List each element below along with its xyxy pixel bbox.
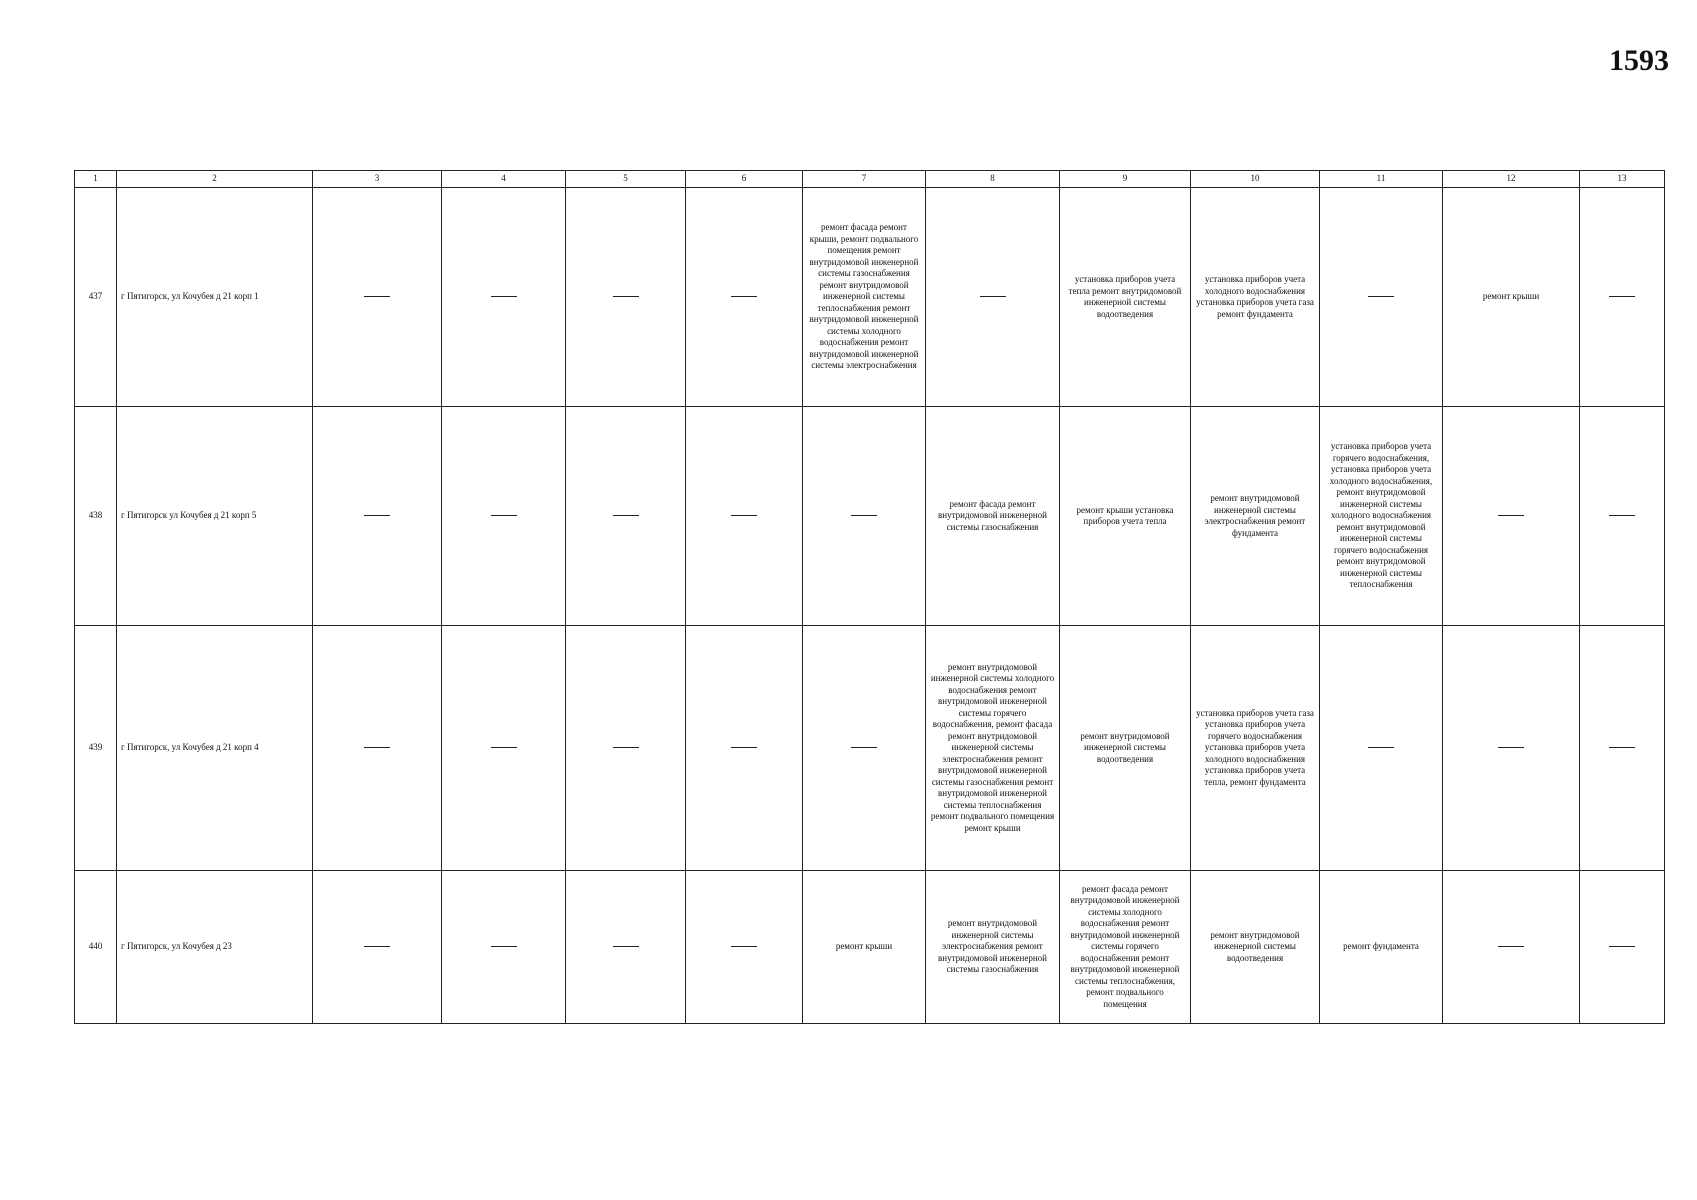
table-cell: ремонт крыши <box>803 871 926 1024</box>
empty-dash-cell <box>803 407 926 626</box>
dash-mark <box>1609 747 1635 748</box>
empty-dash-cell <box>1443 626 1580 871</box>
empty-dash-cell <box>313 407 442 626</box>
table-row <box>75 871 1665 1024</box>
dash-mark <box>1368 296 1394 297</box>
empty-dash-cell <box>442 407 566 626</box>
dash-mark <box>1498 747 1524 748</box>
page-number: 1593 <box>1609 44 1669 77</box>
column-header: 6 <box>686 171 803 188</box>
dash-mark <box>731 946 757 947</box>
column-header: 8 <box>926 171 1060 188</box>
table-row <box>75 407 1665 626</box>
dash-mark <box>491 296 517 297</box>
empty-dash-cell <box>1580 188 1665 407</box>
column-header: 7 <box>803 171 926 188</box>
empty-dash-cell <box>442 871 566 1024</box>
dash-mark <box>1609 946 1635 947</box>
table-cell: ремонт крыши <box>1443 188 1580 407</box>
empty-dash-cell <box>313 626 442 871</box>
dash-mark <box>613 946 639 947</box>
table-cell: установка приборов учета холодного водоснабжения установка приборов учета газа ремонт фундамента <box>1191 188 1320 407</box>
empty-dash-cell <box>566 871 686 1024</box>
empty-dash-cell <box>566 407 686 626</box>
dash-mark <box>731 515 757 516</box>
row-number: 440 <box>75 871 117 1024</box>
dash-mark <box>1609 296 1635 297</box>
dash-mark <box>1609 515 1635 516</box>
empty-dash-cell <box>1320 188 1443 407</box>
address-cell: г Пятигорск, ул Кочубея д 23 <box>117 871 313 1024</box>
row-number: 439 <box>75 626 117 871</box>
table-cell: ремонт фасада ремонт внутридомовой инженерной системы холодного водоснабжения ремонт внутридомовой инженерной системы горячего водоснабжения ремонт внутридомовой инженерной системы теплоснабжения, ремонт подвального помещения <box>1060 871 1191 1024</box>
table-cell: установка приборов учета тепла ремонт внутридомовой инженерной системы водоотведения <box>1060 188 1191 407</box>
table-cell: ремонт внутридомовой инженерной системы электроснабжения ремонт внутридомовой инженерной системы газоснабжения <box>926 871 1060 1024</box>
dash-mark <box>491 747 517 748</box>
address-cell: г Пятигорск, ул Кочубея д 21 корп 1 <box>117 188 313 407</box>
dash-mark <box>1498 946 1524 947</box>
empty-dash-cell <box>1443 407 1580 626</box>
repair-schedule-table <box>74 170 1665 1024</box>
empty-dash-cell <box>1443 871 1580 1024</box>
dash-mark <box>851 747 877 748</box>
table-row <box>75 188 1665 407</box>
dash-mark <box>1498 515 1524 516</box>
dash-mark <box>731 296 757 297</box>
address-cell: г Пятигорск ул Кочубея д 21 корп 5 <box>117 407 313 626</box>
row-number: 437 <box>75 188 117 407</box>
empty-dash-cell <box>566 188 686 407</box>
table-cell: ремонт внутридомовой инженерной системы холодного водоснабжения ремонт внутридомовой инженерной системы горячего водоснабжения, ремонт фасада ремонт внутридомовой инженерной системы электроснабжения ремонт внутридомовой инженерной системы газоснабжения ремонт внутридомовой инженерной системы теплоснабжения ремонт подвального помещения ремонт крыши <box>926 626 1060 871</box>
column-header: 1 <box>75 171 117 188</box>
empty-dash-cell <box>686 871 803 1024</box>
dash-mark <box>613 296 639 297</box>
empty-dash-cell <box>686 407 803 626</box>
dash-mark <box>364 946 390 947</box>
dash-mark <box>364 747 390 748</box>
dash-mark <box>491 515 517 516</box>
table-cell: ремонт внутридомовой инженерной системы электроснабжения ремонт фундамента <box>1191 407 1320 626</box>
table-cell: ремонт фундамента <box>1320 871 1443 1024</box>
column-header: 11 <box>1320 171 1443 188</box>
empty-dash-cell <box>1580 407 1665 626</box>
row-number: 438 <box>75 407 117 626</box>
dash-mark <box>613 747 639 748</box>
empty-dash-cell <box>1580 871 1665 1024</box>
column-header: 10 <box>1191 171 1320 188</box>
empty-dash-cell <box>926 188 1060 407</box>
column-header: 4 <box>442 171 566 188</box>
dash-mark <box>364 515 390 516</box>
dash-mark <box>1368 747 1394 748</box>
empty-dash-cell <box>442 188 566 407</box>
empty-dash-cell <box>313 871 442 1024</box>
table-cell: ремонт фасада ремонт внутридомовой инженерной системы газоснабжения <box>926 407 1060 626</box>
table-row <box>75 626 1665 871</box>
header-row <box>75 171 1665 188</box>
empty-dash-cell <box>313 188 442 407</box>
column-header: 12 <box>1443 171 1580 188</box>
table-cell: ремонт фасада ремонт крыши, ремонт подвального помещения ремонт внутридомовой инженерной системы газоснабжения ремонт внутридомовой инженерной системы теплоснабжения ремонт внутридомовой инженерной системы холодного водоснабжения ремонт внутридомовой инженерной системы электроснабжения <box>803 188 926 407</box>
table-cell: ремонт внутридомовой инженерной системы водоотведения <box>1060 626 1191 871</box>
empty-dash-cell <box>1320 626 1443 871</box>
dash-mark <box>364 296 390 297</box>
column-header: 2 <box>117 171 313 188</box>
table-cell: ремонт внутридомовой инженерной системы водоотведения <box>1191 871 1320 1024</box>
empty-dash-cell <box>686 626 803 871</box>
empty-dash-cell <box>803 626 926 871</box>
table-cell: установка приборов учета горячего водоснабжения, установка приборов учета холодного водоснабжения, ремонт внутридомовой инженерной системы холодного водоснабжения ремонт внутридомовой инженерной системы горячего водоснабжения ремонт внутридомовой инженерной системы теплоснабжения <box>1320 407 1443 626</box>
table-cell: установка приборов учета газа установка приборов учета горячего водоснабжения установка приборов учета холодного водоснабжения установка приборов учета тепла, ремонт фундамента <box>1191 626 1320 871</box>
empty-dash-cell <box>442 626 566 871</box>
empty-dash-cell <box>566 626 686 871</box>
column-header: 3 <box>313 171 442 188</box>
dash-mark <box>491 946 517 947</box>
table-cell: ремонт крыши установка приборов учета тепла <box>1060 407 1191 626</box>
column-header: 5 <box>566 171 686 188</box>
dash-mark <box>980 296 1006 297</box>
dash-mark <box>731 747 757 748</box>
column-header: 13 <box>1580 171 1665 188</box>
address-cell: г Пятигорск, ул Кочубея д 21 корп 4 <box>117 626 313 871</box>
column-header: 9 <box>1060 171 1191 188</box>
dash-mark <box>851 515 877 516</box>
empty-dash-cell <box>686 188 803 407</box>
dash-mark <box>613 515 639 516</box>
empty-dash-cell <box>1580 626 1665 871</box>
